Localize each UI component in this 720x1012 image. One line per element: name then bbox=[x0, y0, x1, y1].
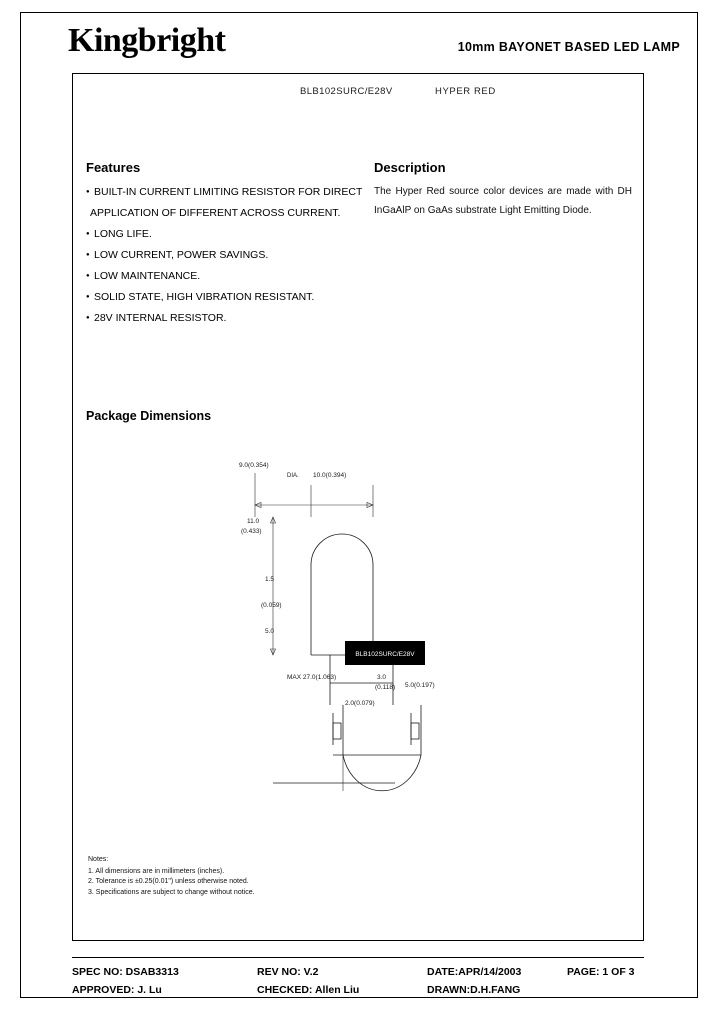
note-line: 2. Tolerance is ±0.25(0.01") unless otherwise noted. bbox=[88, 878, 249, 885]
footer bbox=[72, 963, 647, 999]
feature-text: BUILT-IN CURRENT LIMITING RESISTOR FOR DIRECT bbox=[94, 186, 363, 198]
footer-row-1 bbox=[72, 963, 647, 981]
approved-by: APPROVED: J. Lu bbox=[72, 984, 162, 996]
dim-mid-left-3: 5.0 bbox=[265, 628, 275, 635]
drawn-by: DRAWN:D.H.FANG bbox=[427, 984, 521, 996]
company-logo: Kingbright bbox=[68, 22, 226, 59]
description-body: The Hyper Red source color devices are made with DH InGaAlP on GaAs substrate Light Emitting Diode. bbox=[374, 186, 632, 216]
feature-text: LOW CURRENT, POWER SAVINGS. bbox=[94, 249, 269, 261]
list-item bbox=[86, 308, 366, 329]
list-item bbox=[86, 287, 366, 308]
dim-mid-left-2: (0.059) bbox=[261, 602, 282, 609]
date: DATE:APR/14/2003 bbox=[427, 966, 522, 978]
dim-mid-right: 3.0 bbox=[377, 674, 387, 681]
spec-no: SPEC NO: DSAB3313 bbox=[72, 966, 179, 978]
list-item-continuation bbox=[86, 203, 366, 224]
list-item bbox=[86, 266, 366, 287]
package-dimensions-heading: Package Dimensions bbox=[86, 409, 212, 423]
dim-mid-right-2: (0.118) bbox=[375, 684, 396, 691]
dim-bottom-left: MAX 27.0(1.063) bbox=[287, 674, 337, 681]
note-line: 1. All dimensions are in millimeters (inches). bbox=[88, 867, 225, 875]
checked-by: CHECKED: Allen Liu bbox=[257, 984, 360, 996]
dim-left-b: (0.433) bbox=[241, 528, 262, 535]
list-item bbox=[86, 224, 366, 245]
note-line: 3. Specifications are subject to change without notice. bbox=[88, 888, 255, 896]
notes-heading: Notes: bbox=[88, 856, 109, 863]
dim-left-a: 11.0 bbox=[247, 518, 260, 525]
part-color-label: HYPER RED bbox=[435, 86, 496, 97]
dim-top-right: 10.0(0.394) bbox=[313, 472, 347, 479]
feature-text: LOW MAINTENANCE. bbox=[94, 270, 201, 282]
list-item bbox=[86, 182, 366, 203]
feature-text: 28V INTERNAL RESISTOR. bbox=[94, 312, 227, 324]
feature-text: APPLICATION OF DIFFERENT ACROSS CURRENT. bbox=[90, 207, 341, 219]
footer-divider bbox=[72, 957, 644, 958]
notes-block bbox=[88, 855, 255, 898]
footer-row-2 bbox=[72, 981, 647, 999]
list-item bbox=[86, 245, 366, 266]
dim-pin-label: 2.0(0.079) bbox=[345, 700, 375, 707]
description-heading: Description bbox=[374, 160, 446, 175]
dim-body-label: BLB102SURC/E28V bbox=[355, 651, 415, 658]
features-list bbox=[86, 182, 366, 329]
rev-no: REV NO: V.2 bbox=[257, 966, 319, 978]
feature-text: SOLID STATE, HIGH VIBRATION RESISTANT. bbox=[94, 291, 315, 303]
package-drawing bbox=[225, 455, 515, 835]
dim-top-left: 9.0(0.354) bbox=[239, 462, 269, 469]
dim-dome-note: DIA. bbox=[287, 473, 299, 479]
dim-right-small: 5.0(0.197) bbox=[405, 682, 435, 689]
page-number: PAGE: 1 OF 3 bbox=[567, 966, 635, 978]
feature-text: LONG LIFE. bbox=[94, 228, 152, 240]
part-number: BLB102SURC/E28V bbox=[300, 86, 393, 97]
dim-mid-left-1: 1.5 bbox=[265, 576, 275, 583]
document-title: 10mm BAYONET BASED LED LAMP bbox=[457, 40, 680, 54]
features-heading: Features bbox=[86, 160, 141, 175]
